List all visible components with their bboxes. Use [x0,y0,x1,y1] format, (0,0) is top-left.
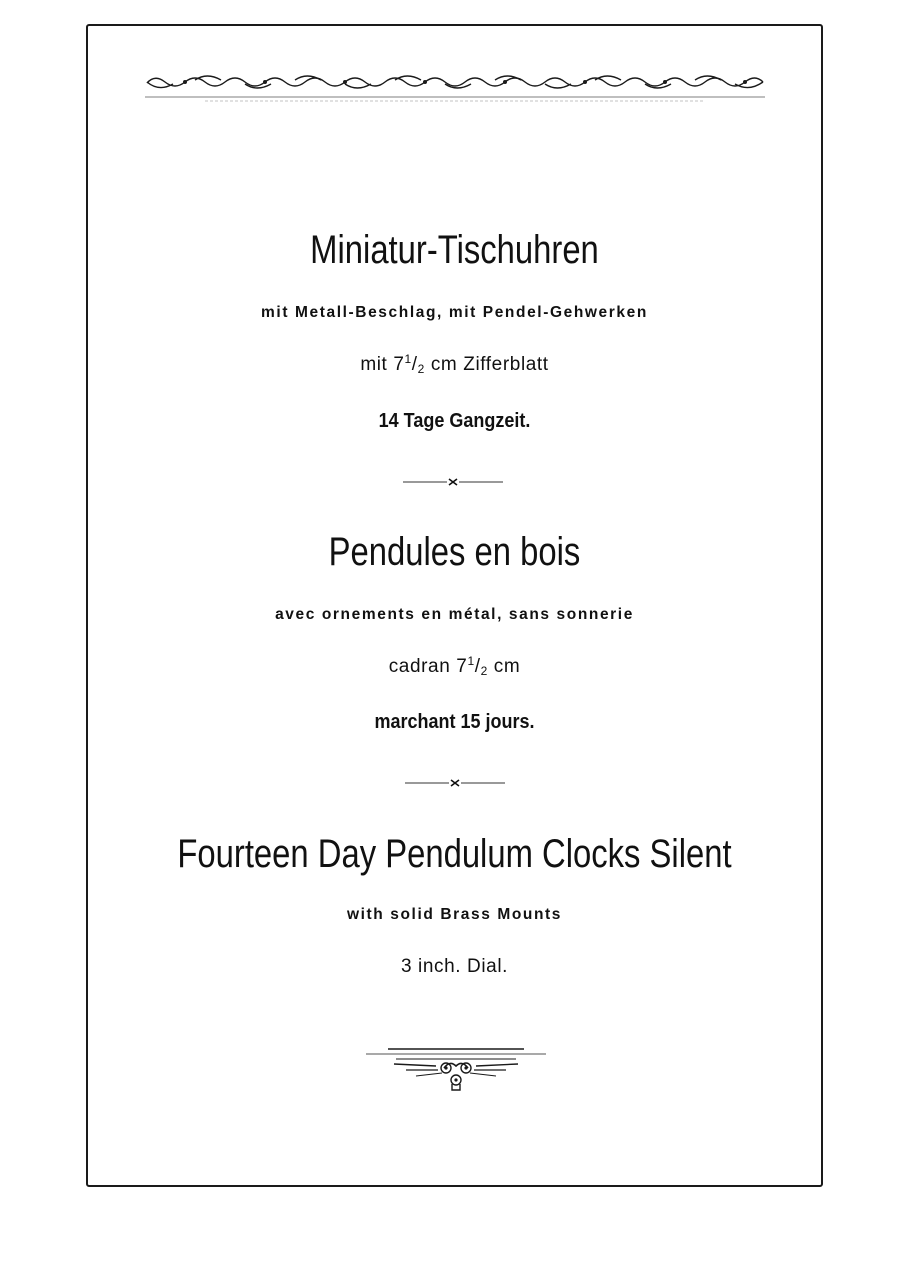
tailpiece-ornament [366,1046,546,1092]
section3-dial: 3 inch. Dial. [400,956,509,977]
section2-dial-fraction-den: 2 [480,664,488,678]
fraction-slash: / [474,656,481,677]
section1-dial-prefix: mit 7 [360,354,405,375]
section1-dial [86,354,823,376]
section2-title: Pendules en bois [328,530,581,574]
section2-runtime: marchant 15 jours. [374,711,535,733]
section1-title: Miniatur-Tischuhren [310,228,599,272]
divider-1 [403,476,503,488]
section1-dial-fraction-num: 1 [404,352,412,366]
section3-title: Fourteen Day Pendulum Clocks Silent [177,832,732,876]
section1-subtitle: mit Metall-Beschlag, mit Pendel-Gehwerken [261,304,648,321]
fraction-slash: / [411,354,418,375]
section2-dial [86,656,823,678]
section2-dial-fraction-num: 1 [467,654,475,668]
section2-dial-prefix: cadran 7 [388,656,468,677]
section2-subtitle: avec ornements en métal, sans sonnerie [275,606,634,623]
section3-subtitle: with solid Brass Mounts [346,906,563,923]
section1-dial-suffix: cm Zifferblatt [424,354,549,375]
scroll-ornament-top [145,70,765,104]
section1-runtime: 14 Tage Gangzeit. [378,410,531,432]
section2-dial-suffix: cm [487,656,521,677]
section1-dial-fraction-den: 2 [417,362,425,376]
divider-2 [405,777,505,789]
